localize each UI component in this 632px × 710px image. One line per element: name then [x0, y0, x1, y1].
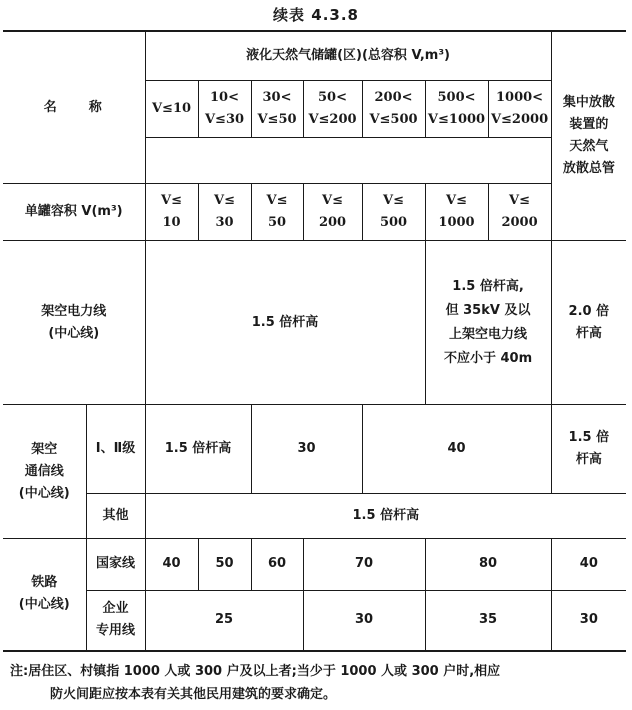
name-header: 名 称 — [3, 31, 145, 184]
header-row-1 — [3, 31, 626, 81]
railway-national-label: 国家线 — [86, 538, 145, 590]
tank-cell: V≤ 50 — [251, 184, 303, 240]
railway-enterprise-value: 35 — [425, 590, 551, 651]
railway-national-row — [3, 538, 626, 590]
range-cell: 1000< V≤2000 — [488, 81, 551, 137]
comm-line-label: 架空 通信线 (中心线) — [3, 405, 86, 538]
table-title: 续表 4.3.8 — [273, 6, 359, 24]
tank-cell: V≤ 2000 — [488, 184, 551, 240]
railway-national-value: 40 — [145, 538, 198, 590]
distance-table — [3, 30, 626, 652]
railway-enterprise-value: 30 — [303, 590, 425, 651]
power-line-main: 1.5 倍杆高 — [145, 240, 425, 405]
tank-cell: V≤ 500 — [362, 184, 425, 240]
railway-enterprise-row — [3, 590, 626, 651]
range-cell: 10< V≤30 — [198, 81, 251, 137]
comm-other-row — [3, 494, 626, 538]
comm-other-value: 1.5 倍杆高 — [145, 494, 626, 538]
comm-other-label: 其他 — [86, 494, 145, 538]
railway-enterprise-value: 25 — [145, 590, 303, 651]
railway-label: 铁路 (中心线) — [3, 538, 86, 651]
railway-national-value: 70 — [303, 538, 425, 590]
comm-grade-value: 40 — [362, 405, 551, 494]
comm-grade-value: 1.5 倍杆高 — [145, 405, 251, 494]
comm-grade-vent: 1.5 倍 杆高 — [551, 405, 626, 494]
railway-enterprise-label: 企业 专用线 — [86, 590, 145, 651]
power-line-special: 1.5 倍杆高, 但 35kV 及以 上架空电力线 不应小于 40m — [425, 240, 551, 405]
range-cell: 200< V≤500 — [362, 81, 425, 137]
range-cell: 30< V≤50 — [251, 81, 303, 137]
railway-national-value: 60 — [251, 538, 303, 590]
power-line-label: 架空电力线 (中心线) — [3, 240, 145, 405]
comm-grade-row — [3, 405, 626, 494]
range-cell: 50< V≤200 — [303, 81, 362, 137]
comm-grade-label: Ⅰ、Ⅱ级 — [86, 405, 145, 494]
comm-grade-value: 30 — [251, 405, 362, 494]
railway-national-value: 50 — [198, 538, 251, 590]
range-cell: V≤10 — [145, 81, 198, 137]
railway-national-value: 80 — [425, 538, 551, 590]
vent-header: 集中放散 装置的 天然气 放散总管 — [551, 31, 626, 240]
tank-cell: V≤ 10 — [145, 184, 198, 240]
note-line-1: 注:居住区、村镇指 1000 人或 300 户及以上者;当少于 1000 人或 300 户时,相应 — [10, 664, 501, 679]
group-header: 液化天然气储罐(区)(总容积 V,m³) — [145, 31, 551, 81]
note-line-2: 防火间距应按本表有关其他民用建筑的要求确定。 — [50, 687, 337, 702]
table-note — [10, 660, 625, 706]
tank-cell: V≤ 30 — [198, 184, 251, 240]
single-tank-row — [3, 184, 626, 240]
range-cell: 500< V≤1000 — [425, 81, 488, 137]
railway-national-value: 40 — [551, 538, 626, 590]
tank-cell: V≤ 200 — [303, 184, 362, 240]
power-line-vent: 2.0 倍 杆高 — [551, 240, 626, 405]
power-line-row — [3, 240, 626, 405]
railway-enterprise-value: 30 — [551, 590, 626, 651]
tank-cell: V≤ 1000 — [425, 184, 488, 240]
single-tank-label: 单罐容积 V(m³) — [3, 184, 145, 240]
